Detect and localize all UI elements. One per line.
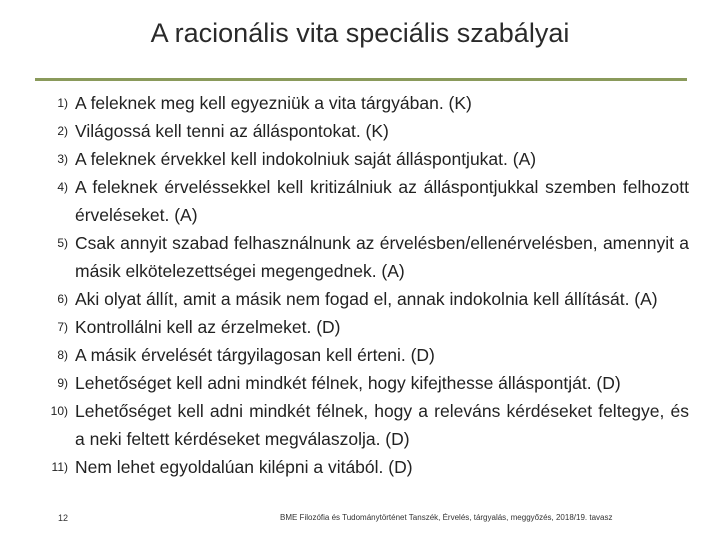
item-number: 8)	[57, 348, 68, 362]
list-item	[42, 173, 689, 229]
item-number: 11)	[51, 460, 68, 474]
list-item	[42, 229, 689, 285]
item-number: 5)	[57, 236, 68, 250]
list-item	[42, 341, 689, 369]
list-item	[42, 89, 689, 117]
list-item	[42, 285, 689, 313]
footer-text: BME Filozófia és Tudománytörténet Tanszék, Érvelés, tárgyalás, meggyőzés, 2018/19. tavasz	[280, 513, 613, 522]
item-text: Világossá kell tenni az álláspontokat. (K)	[75, 121, 389, 141]
item-number: 10)	[50, 404, 68, 418]
item-text: Aki olyat állít, amit a másik nem fogad el, annak indokolnia kell állítását. (A)	[75, 289, 658, 309]
item-number: 6)	[57, 292, 68, 306]
list-item	[42, 453, 689, 481]
list-item	[42, 117, 689, 145]
list-item	[42, 397, 689, 453]
item-number: 1)	[57, 96, 68, 110]
rules-list	[42, 89, 689, 481]
list-item	[42, 369, 689, 397]
list-item	[42, 313, 689, 341]
item-number: 2)	[57, 124, 68, 138]
item-text: Kontrollálni kell az érzelmeket. (D)	[75, 317, 341, 337]
item-number: 7)	[57, 320, 68, 334]
slide-title: A racionális vita speciális szabályai	[150, 18, 570, 48]
item-text: Nem lehet egyoldalúan kilépni a vitából. (D)	[75, 457, 413, 477]
list-item	[42, 145, 689, 173]
title-divider	[35, 78, 687, 81]
item-text: A feleknek érveléssekkel kell kritizálniuk az álláspontjukkal szemben felhozott érveléseket. (A)	[75, 177, 689, 225]
item-text: Csak annyit szabad felhasználnunk az érvelésben/ellenérvelésben, amennyit a másik elkötelezettségei megengednek. (A)	[75, 233, 689, 281]
page-number: 12	[58, 513, 69, 523]
item-text: A feleknek érvekkel kell indokolniuk saját álláspontjukat. (A)	[75, 149, 537, 169]
item-text: Lehetőséget kell adni mindkét félnek, hogy a releváns kérdéseket feltegye, és a neki feltett kérdéseket megválaszolja. (D)	[75, 401, 689, 449]
item-text: A másik érvelését tárgyilagosan kell érteni. (D)	[75, 345, 435, 365]
item-number: 3)	[57, 152, 68, 166]
item-text: A feleknek meg kell egyezniük a vita tárgyában. (K)	[75, 93, 472, 113]
item-number: 4)	[57, 180, 68, 194]
item-text: Lehetőséget kell adni mindkét félnek, hogy kifejthesse álláspontját. (D)	[75, 373, 621, 393]
item-number: 9)	[57, 376, 68, 390]
